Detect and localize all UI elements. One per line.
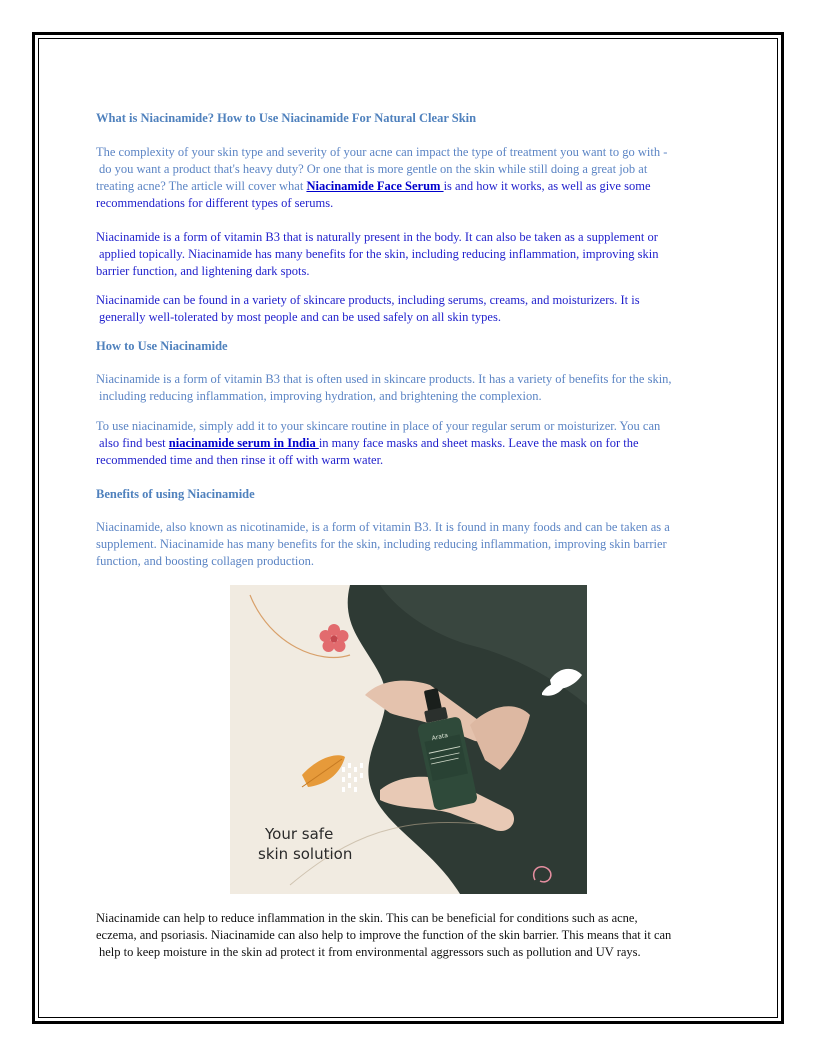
intro-line-3-start: treating acne? The article will cover what xyxy=(96,179,307,193)
paragraph-products xyxy=(96,292,722,326)
paragraph-routine xyxy=(96,418,722,469)
para6-line-3: function, and boosting collagen production. xyxy=(96,554,315,568)
intro-paragraph xyxy=(96,144,722,212)
para3-line-1: Niacinamide can be found in a variety of skincare products, including serums, creams, and moisturizers. It is xyxy=(96,293,640,307)
niacinamide-serum-india-link[interactable]: niacinamide serum in India xyxy=(168,436,319,450)
article-body xyxy=(96,110,722,570)
intro-line-4: recommendations for different types of serums. xyxy=(96,196,334,210)
intro-line-2: do you want a product that's heavy duty? Or one that is more gentle on the skin while still doing a great job at xyxy=(99,162,648,176)
para5-line-2-start: also find best xyxy=(99,436,169,450)
paragraph-vitamin-b3 xyxy=(96,229,722,280)
niacinamide-face-serum-link[interactable]: Niacinamide Face Serum xyxy=(306,179,444,193)
para4-line-1: Niacinamide is a form of vitamin B3 that is often used in skincare products. It has a variety of benefits for the skin, xyxy=(96,372,672,386)
paragraph-benefits xyxy=(96,519,722,570)
para2-line-1: Niacinamide is a form of vitamin B3 that is naturally present in the body. It can also be taken as a supplement or xyxy=(96,230,658,244)
image-caption-line-2: skin solution xyxy=(258,845,353,863)
heading-how-to-use: How to Use Niacinamide xyxy=(96,339,228,353)
para5-line-3: recommended time and then rinse it off with warm water. xyxy=(96,453,384,467)
closing-section xyxy=(96,910,722,961)
product-image xyxy=(230,585,587,894)
para6-line-2: supplement. Niacinamide has many benefits for the skin, including reducing inflammation, improving skin barrier xyxy=(96,537,667,551)
para7-line-3: help to keep moisture in the skin ad protect it from environmental aggressors such as pollution and UV rays. xyxy=(99,945,641,959)
para7-line-1: Niacinamide can help to reduce inflammation in the skin. This can be beneficial for conditions such as acne, xyxy=(96,911,638,925)
article-title: What is Niacinamide? How to Use Niacinamide For Natural Clear Skin xyxy=(96,111,477,125)
para4-line-2: including reducing inflammation, improving hydration, and brightening the complexion. xyxy=(99,389,542,403)
image-caption-line-1: Your safe xyxy=(265,825,334,843)
bottle-brand-text: Arata xyxy=(431,731,449,743)
para6-line-1: Niacinamide, also known as nicotinamide, is a form of vitamin B3. It is found in many foods and can be taken as a xyxy=(96,520,670,534)
intro-line-3-end: is and how it works, as well as give some xyxy=(443,179,651,193)
paragraph-how-to-use xyxy=(96,371,722,405)
para7-line-2: eczema, and psoriasis. Niacinamide can also help to improve the function of the skin barrier. This means that it can xyxy=(96,928,672,942)
para2-line-2: applied topically. Niacinamide has many benefits for the skin, including reducing inflammation, improving skin xyxy=(99,247,659,261)
para2-line-3: barrier function, and lightening dark spots. xyxy=(96,264,310,278)
para5-line-2-end: in many face masks and sheet masks. Leave the mask on for the xyxy=(318,436,639,450)
para5-line-1: To use niacinamide, simply add it to your skincare routine in place of your regular serum or moisturizer. You can xyxy=(96,419,661,433)
paragraph-inflammation xyxy=(96,910,722,961)
heading-benefits: Benefits of using Niacinamide xyxy=(96,487,255,501)
para3-line-2: generally well-tolerated by most people and can be used safely on all skin types. xyxy=(99,310,501,324)
intro-line-1: The complexity of your skin type and severity of your acne can impact the type of treatment you want to go with - xyxy=(96,145,668,159)
